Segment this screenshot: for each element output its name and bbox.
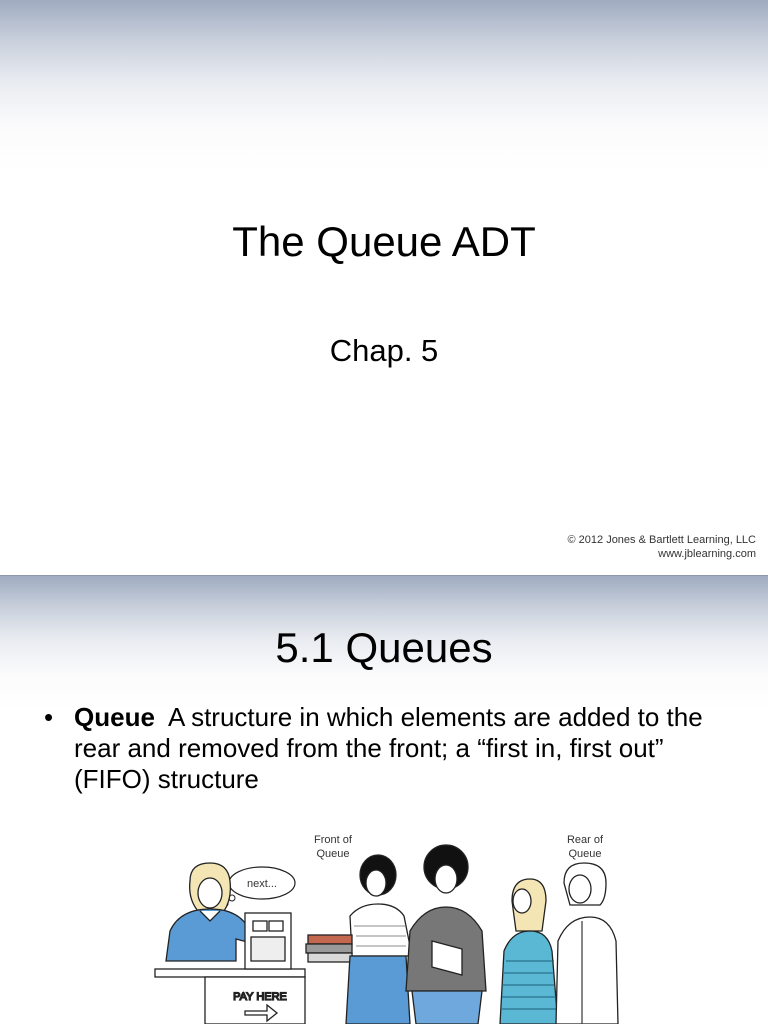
queues-slide — [0, 576, 768, 1024]
slide-subtitle: Chap. 5 — [329, 333, 439, 368]
speech-bubble — [224, 867, 295, 906]
front-customer-figure — [306, 855, 412, 1024]
copyright-line: © 2012 Jones & Bartlett Learning, LLC — [567, 534, 756, 546]
slide-title: 5.1 Queues — [275, 624, 493, 671]
girl-customer-figure — [500, 879, 558, 1024]
definition-term: Queue — [74, 702, 155, 732]
front-label-line1: Front of — [314, 834, 352, 846]
speech-text: next... — [247, 878, 277, 890]
middle-customer-figure — [406, 845, 486, 1024]
definition-bullet — [44, 702, 724, 795]
rear-customer-figure — [556, 863, 618, 1024]
pay-here-sign: PAY HERE — [233, 991, 287, 1003]
copyright-notice — [568, 533, 757, 561]
publisher-url: www.jblearning.com — [658, 548, 756, 560]
bullet-marker: • — [44, 702, 54, 732]
rear-label-line2: Queue — [568, 848, 602, 860]
front-label-line2: Queue — [316, 848, 350, 860]
queue-illustration — [150, 831, 620, 1024]
definition-text: A structure in which elements are added to the rear and removed from the front; a “first in, first out” (FIFO) structure — [74, 702, 703, 794]
rear-label-line1: Rear of — [566, 834, 604, 846]
slide-title: The Queue ADT — [232, 218, 536, 265]
